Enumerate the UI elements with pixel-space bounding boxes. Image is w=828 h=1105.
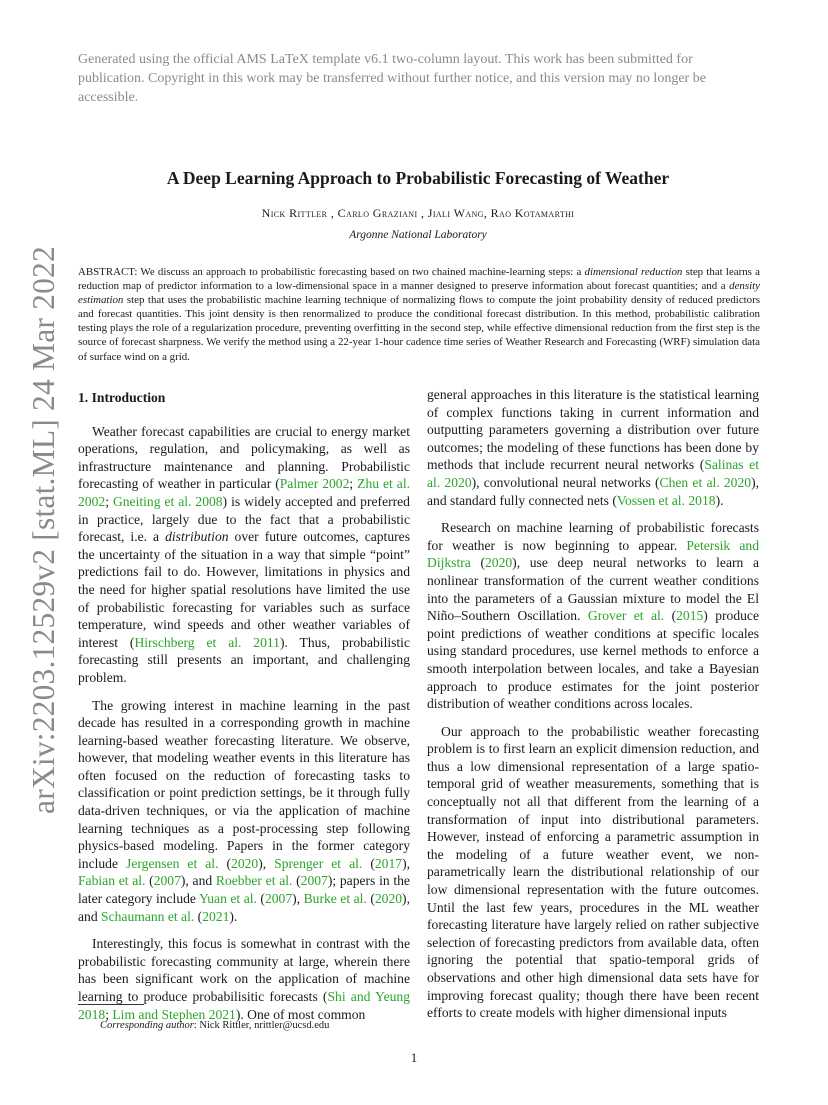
citation-link[interactable]: Burke et al. bbox=[303, 891, 367, 907]
citation-link[interactable]: Chen et al. 2020 bbox=[659, 474, 752, 490]
page-number: 1 bbox=[410, 1050, 418, 1065]
footnote-divider bbox=[78, 1004, 144, 1005]
citation-link[interactable]: Zhu et al. 2002 bbox=[78, 476, 411, 509]
citation-link[interactable]: Sprenger et al. bbox=[274, 855, 363, 871]
citation-year-link[interactable]: 2020 bbox=[231, 855, 259, 871]
citation-link[interactable]: Jergensen et al. bbox=[126, 855, 219, 871]
citation-link[interactable]: Lim and Stephen 2021 bbox=[112, 1006, 236, 1022]
citation-year-link[interactable]: 2007 bbox=[300, 873, 328, 889]
citation-link[interactable]: Hirschberg et al. 2011 bbox=[134, 634, 280, 650]
author-affiliation: Argonne National Laboratory bbox=[349, 229, 487, 241]
citation-year-link[interactable]: 2020 bbox=[374, 891, 403, 907]
publication-notice: Generated using the official AMS LaTeX template v6.1 two-column layout. This work has been submitted for publication. Copyright in this work may be transferred without further notice, and this version may no longer be accessible. bbox=[78, 52, 706, 105]
citation-link[interactable]: Grover et al. bbox=[587, 608, 665, 624]
right-column bbox=[427, 386, 759, 1032]
citation-link[interactable]: Fabian et al. bbox=[78, 873, 146, 889]
citation-link[interactable]: Schaumann et al. bbox=[101, 908, 195, 924]
citation-link[interactable]: Yuan et al. bbox=[198, 891, 257, 907]
paragraph: Interestingly, this focus is somewhat in contrast with the probabilistic forecasting community at large, wherein there has been significant work on the application of machine learning to produce probabilisitic forecasts (Shi and Yeung 2018; Lim and Stephen 2021). One of most common bbox=[78, 936, 411, 1022]
citation-link[interactable]: Salinas et al. 2020 bbox=[427, 457, 759, 490]
citation-link[interactable]: Palmer 2002 bbox=[279, 476, 350, 492]
citation-link[interactable]: Shi and Yeung 2018 bbox=[78, 989, 411, 1022]
citation-link[interactable]: Petersik and Dijkstra bbox=[427, 537, 759, 571]
paragraph: The growing interest in machine learning in the past decade has resulted in a corresponding growth in machine learning-based weather forecasting literature. We observe, however, that modeling weather events in this literature has often focused on the reduction of forecasting tasks to classification or point prediction settings, be it through fully data-driven techniques, or via the application of machine learning techniques as a post-processing step following physics-based modeling. Papers in the former category include Jergensen et al. (2020), Sprenger et al. (2017), Fabian et al. (2007), and Roebber et al. (2007); papers in the later category include Yuan et al. (2007), Burke et al. (2020), and Schaumann et al. (2021). bbox=[78, 697, 410, 924]
citation-year-link[interactable]: 2020 bbox=[484, 555, 513, 571]
arxiv-identifier-stamp: arXiv:2203.12529v2 [stat.ML] 24 Mar 2022 bbox=[26, 246, 61, 814]
paper-title: A Deep Learning Approach to Probabilistic Forecasting of Weather bbox=[166, 168, 670, 188]
corresponding-author-footnote: Corresponding author: Nick Rittler, nrittler@ucsd.edu bbox=[100, 1020, 330, 1031]
left-column bbox=[78, 385, 410, 1033]
author-list: Nick Rittler , Carlo Graziani , Jiali Wang, Rao Kotamarthi bbox=[261, 206, 575, 220]
paragraph: Research on machine learning of probabilistic forecasts for weather is now beginning to appear. Petersik and Dijkstra (2020), use deep neural networks to learn a nonlinear transformation of the current weather conditions into the parameters of a Gaussian mixture to model the El Niño–Southern Oscillation. Grover et al. (2015) produce point predictions of weather conditions at specific locales using standard procedures, use kernel methods to enforce a smooth interpolation between locales, and take a Bayesian approach to produce estimates for the joint posterior distribution of weather conditions across locales. bbox=[427, 520, 759, 712]
citation-link[interactable]: Vossen et al. 2018 bbox=[616, 492, 716, 508]
section-heading: 1. Introduction bbox=[78, 390, 166, 405]
citation-year-link[interactable]: 2015 bbox=[676, 608, 704, 624]
citation-year-link[interactable]: 2017 bbox=[374, 855, 403, 871]
citation-year-link[interactable]: 2007 bbox=[264, 891, 293, 907]
paragraph: Our approach to the probabilistic weather forecasting problem is to first learn an explicit dimension reduction, and thus a low dimensional representation of a large spatio-temporal grid of weather measurements, something that is conceptually not all that different from the learning of a transformation of input into distributional parameters. However, instead of enforcing a parametric assumption in the modeling of a future weather event, we non-parametrically learn the distributional relationship of our low dimensional representation with the future outcomes. Until the last few years, procedures in the ML weather forecasting literature have largely relied on rather subjective selection of forecasting predictors from available data, often ignoring the potential that spatio-temporal grids of observations and other high dimensional data sets have for improving forecast quality; though there have been recent efforts to create models with higher dimensional inputs bbox=[427, 723, 759, 1021]
citation-link[interactable]: Roebber et al. bbox=[215, 873, 293, 889]
abstract: ABSTRACT: We discuss an approach to probabilistic forecasting based on two chained machine-learning steps: a dimensional reduction step that learns a reduction map of predictor information to a low-dimensional space in a manner designed to preserve information about forecast quantities; and a density estimation step that uses the probabilistic machine learning technique of normalizing flows to compute the joint probability density of reduced predictors and forecast quantities. This joint density is then renormalized to produce the conditional forecast distribution. In this method, probabilistic calibration testing plays the role of a regularization procedure, preventing overfitting in the second step, while effective dimensional reduction from the first step is the source of forecast sharpness. We verify the method using a 22-year 1-hour cadence time series of Weather Research and Forecasting (WRF) simulation data of surface wind on a grid. bbox=[78, 266, 760, 363]
paragraph: general approaches in this literature is the statistical learning of complex functions taking in current information and outputting parameters governing a distribution over future outcomes; the modeling of these functions has been done by methods that include recurrent neural networks (Salinas et al. 2020), convolutional neural networks (Chen et al. 2020), and standard fully connected nets (Vossen et al. 2018). bbox=[427, 387, 759, 508]
citation-year-link[interactable]: 2021 bbox=[202, 908, 230, 924]
abstract-label: ABSTRACT: bbox=[78, 266, 138, 278]
paragraph: Weather forecast capabilities are crucial to energy market operations, regulation, and policymaking, as well as infrastructure maintenance and planning. Probabilistic forecasting of weather in particular (Palmer 2002; Zhu et al. 2002; Gneiting et al. 2008) is widely accepted and preferred in practice, largely due to the fact that a probabilistic forecast, i.e. a distribution over future outcomes, captures the uncertainty of the situation in a way that simple “point” predictions fail to do. However, limitations in physics and the need for higher spatial resolutions have limited the use of probabilistic forecasting for variables such as surface temperature, wind speeds and other weather variables of interest (Hirschberg et al. 2011). Thus, probabilistic forecasting still presents an important, and challenging problem. bbox=[78, 423, 411, 685]
citation-link[interactable]: Gneiting et al. 2008 bbox=[112, 493, 223, 509]
citation-year-link[interactable]: 2007 bbox=[153, 873, 181, 889]
